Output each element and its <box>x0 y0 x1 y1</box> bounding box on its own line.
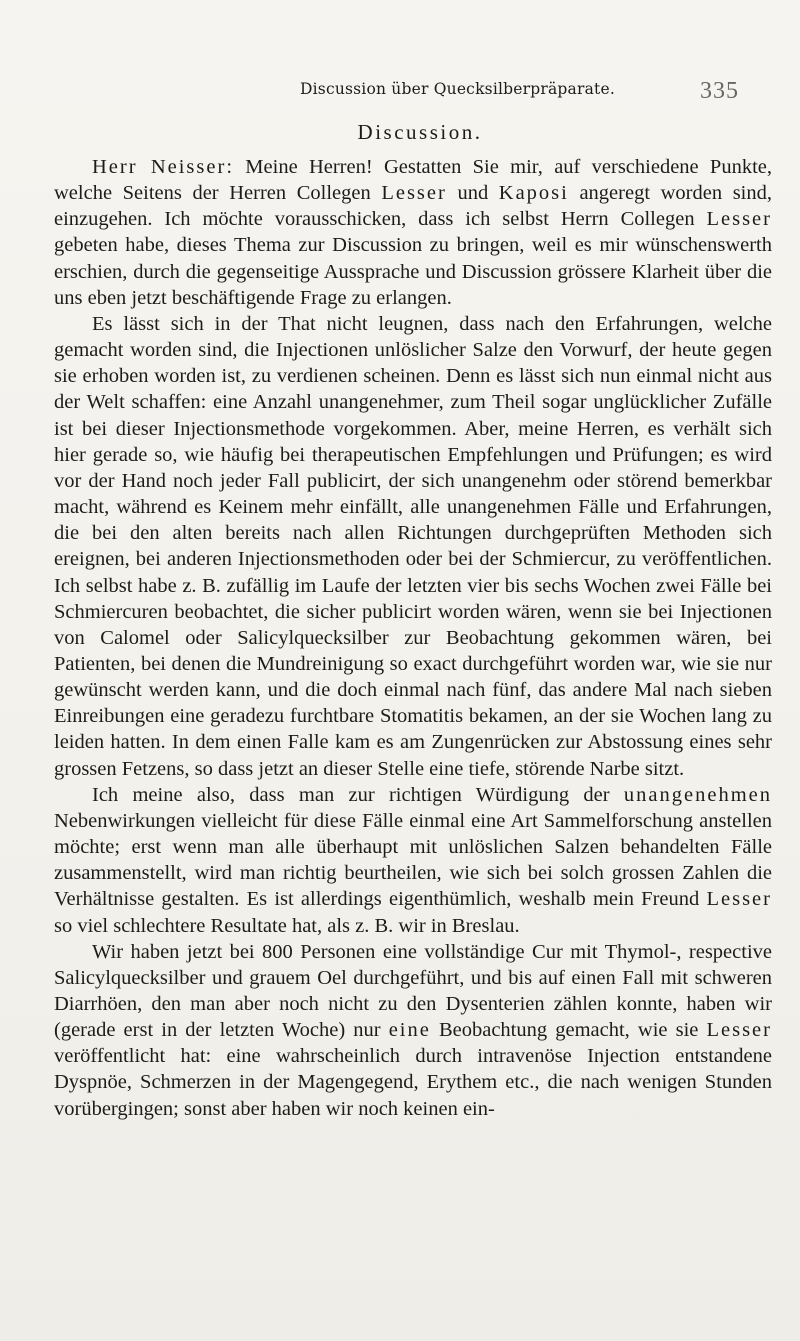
page-number: 335 <box>700 78 739 104</box>
running-title: Discussion über Quecksilberpräparate. <box>300 80 615 98</box>
name-lesser: Lesser <box>706 208 772 231</box>
paragraph-1-text-b: und <box>446 182 499 205</box>
name-lesser: Lesser <box>706 1019 772 1042</box>
running-head <box>0 78 800 108</box>
paragraph-4-text-a: Wir haben jetzt bei 800 Personen eine vollständige Cur mit Thymol-, respective Salicylquecksilber und grauem Oel durchgeführt, und bis auf einen Fall mit schweren Diarrhöen, den man aber noch nicht zu den Dysenterien zählen konnte, haben wir (gerade erst in der letzten Woche) nur <box>54 940 772 1042</box>
paragraph-4 <box>54 939 772 1122</box>
paragraph-1-text-c: angeregt worden sind, einzugehen. Ich möchte vorausschicken, dass ich selbst Herrn Collegen <box>54 182 772 231</box>
name-kaposi: Kaposi <box>498 182 569 205</box>
paragraph-1-text-a: Meine Herren! Gestatten Sie mir, auf verschiedene Punkte, welche Seitens der Herren Collegen <box>54 156 772 205</box>
paragraph-4-text-c: veröffentlicht hat: eine wahrscheinlich durch intravenöse Injection entstandene Dyspnöe, Schmerzen in der Magengegend, Erythem etc., die nach wenigen Stunden vorübergingen; sonst aber haben wir noch keinen ein- <box>54 1045 772 1120</box>
speaker-name: Herr Neisser: <box>92 156 235 178</box>
body-text <box>54 154 772 1122</box>
emphasis-unangenehmen: unangenehmen <box>623 783 772 806</box>
name-lesser: Lesser <box>381 182 447 205</box>
paragraph-3 <box>54 782 772 939</box>
paragraph-1-text-d: gebeten habe, dieses Thema zur Discussion zu bringen, weil es mir wünschenswerth erschien, durch die gegenseitige Aussprache und Discussion grössere Klarheit über die uns eben jetzt beschäftigende Frage zu erlangen. <box>54 234 772 309</box>
paragraph-2: Es lässt sich in der That nicht leugnen, dass nach den Erfahrungen, welche gemacht worden sind, die Injectionen unlöslicher Salze den Vorwurf, der heute gegen sie erhoben worden ist, zu verdienen scheinen. Denn es lässt sich nun einmal nicht aus der Welt schaffen: eine Anzahl unangenehmer, zum Theil sogar unglücklicher Zufälle ist bei dieser Injectionsmethode vorgekommen. Aber, meine Herren, es verhält sich hier gerade so, wie häufig bei therapeutischen Empfehlungen und Prüfungen; es wird vor der Hand noch jeder Fall publicirt, der sich unangenehm oder störend bemerkbar macht, während es Keinem mehr einfällt, alle unangenehmen Fälle und Erfahrungen, die bei den alten bereits nach allen Richtungen durchgeprüften Methoden sich ereignen, bei anderen Injectionsmethoden oder bei der Schmiercur, zu veröffentlichen. Ich selbst habe z. B. zufällig im Laufe der letzten vier bis sechs Wochen zwei Fälle bei Schmiercuren beobachtet, die sicher publicirt worden wären, wenn sie bei Injectionen von Calomel oder Salicylquecksilber zur Beobachtung gekommen wären, bei Patienten, bei denen die Mundreinigung so exact durchgeführt worden war, wie sie nur gewünscht werden kann, und die doch einmal nach fünf, das andere Mal nach sieben Einreibungen eine geradezu furchtbare Stomatitis bekamen, an der sie Wochen lang zu leiden hatten. In dem einen Falle kam es am Zungenrücken zur Abstossung eines sehr grossen Fetzens, so dass jetzt an dieser Stelle eine tiefe, störende Narbe sitzt. <box>54 312 772 780</box>
name-lesser: Lesser <box>706 888 772 911</box>
section-title: Discussion. <box>357 120 483 144</box>
paragraph-4-text-b: Beobachtung gemacht, wie sie <box>430 1019 707 1042</box>
paragraph-3-text-a: Ich meine also, dass man zur richtigen Würdigung der <box>92 783 624 806</box>
paragraph-3-text-b: Nebenwirkungen vielleicht für diese Fälle einmal eine Art Sammelforschung anstellen möchte; erst wenn man alle überhaupt mit unlöslichen Salzen behandelten Fälle zusammenstellt, wird man richtig beurtheilen, wie sich bei solch grossen Zahlen die Verhältnisse gestalten. Es ist allerdings eigenthümlich, weshalb mein Freund <box>54 809 772 911</box>
paragraph-3-text-c: so viel schlechtere Resultate hat, als z. B. wir in Breslau. <box>54 914 520 937</box>
paragraph-1 <box>54 154 772 311</box>
emphasis-eine: eine <box>388 1019 431 1042</box>
